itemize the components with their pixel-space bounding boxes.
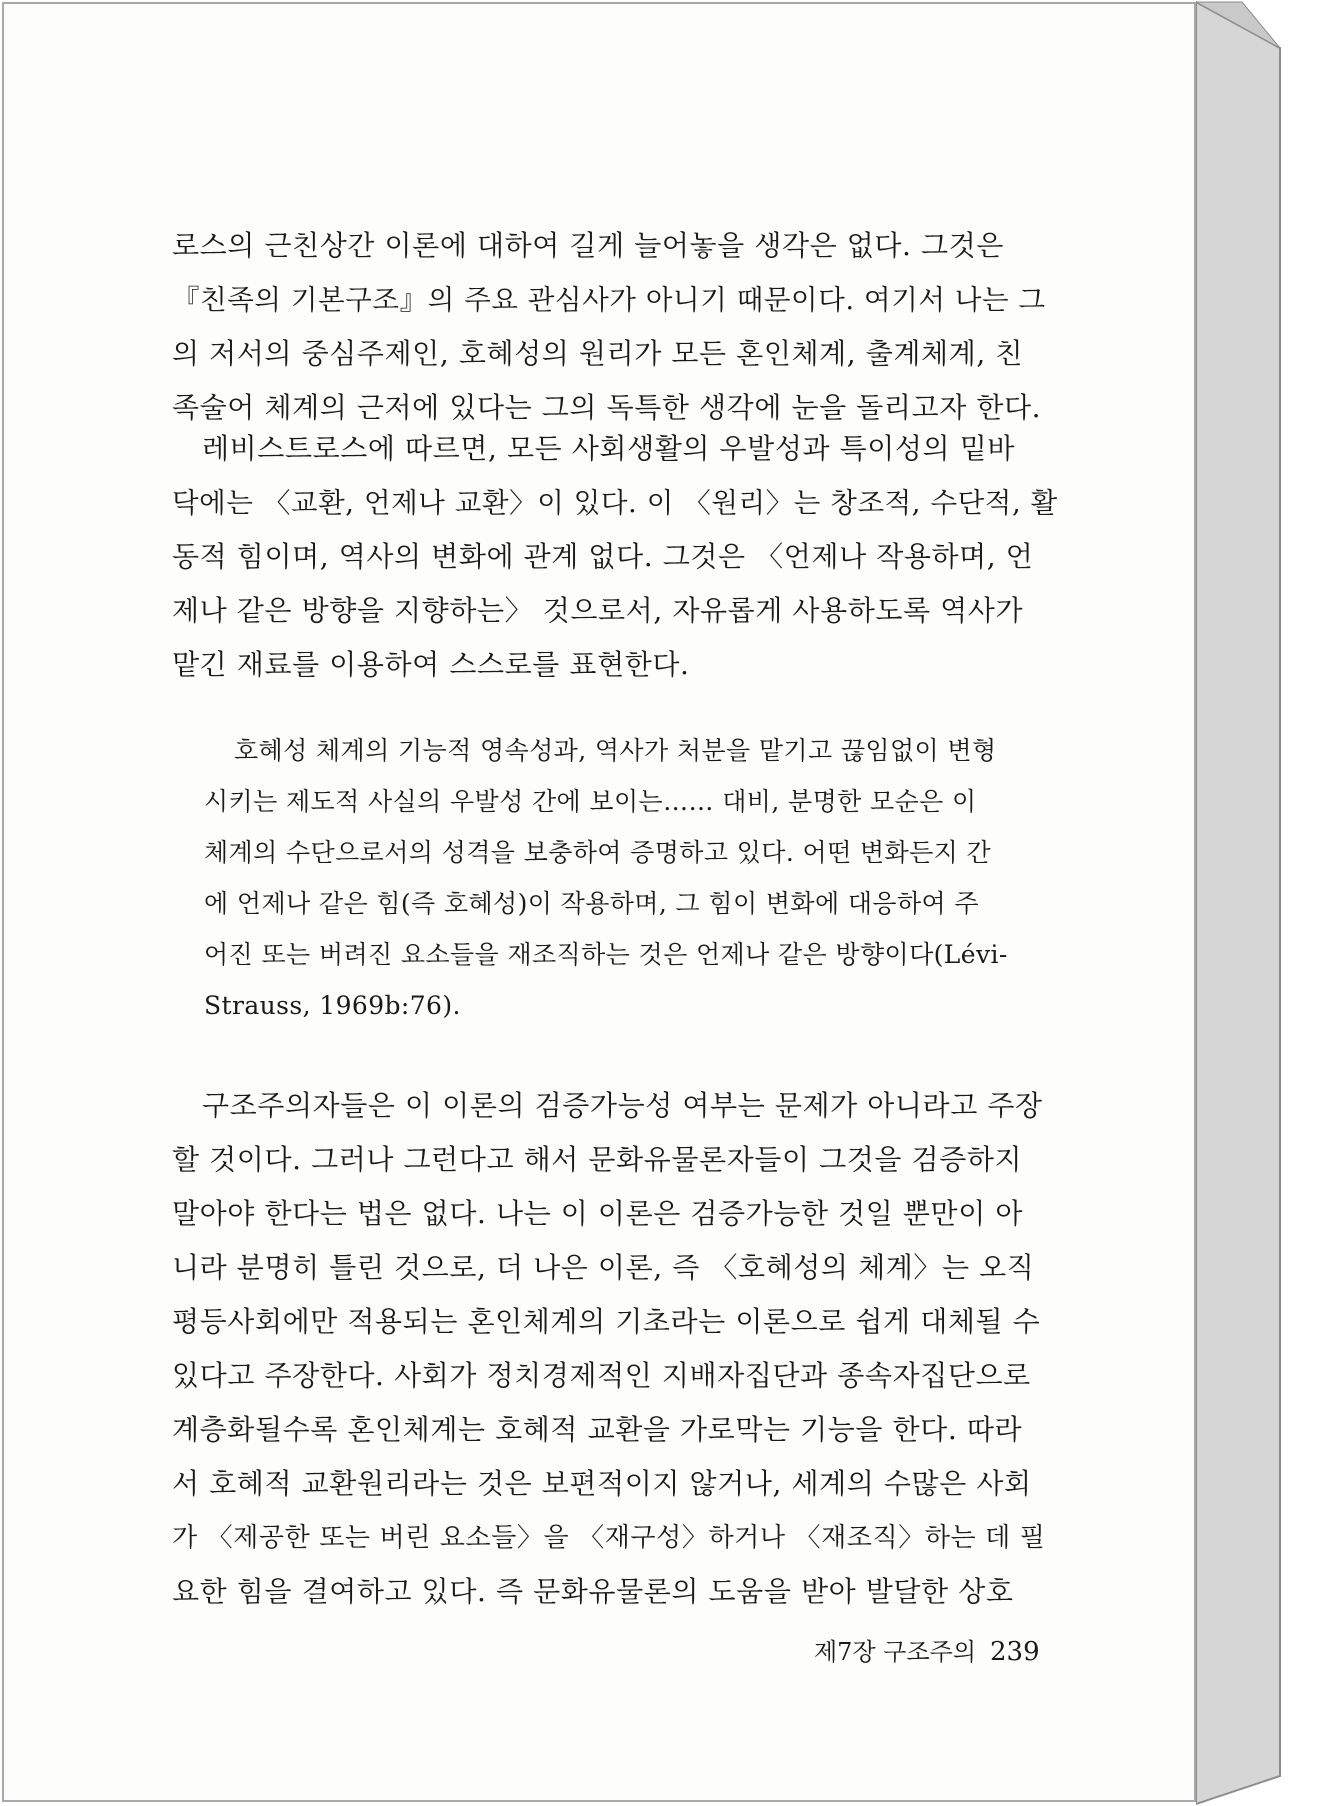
text-line: 니라 분명히 틀린 것으로, 더 나은 이론, 즉 〈호혜성의 체계〉는 오직: [172, 1251, 1035, 1284]
text-line: 로스의 근친상간 이론에 대하여 길게 늘어놓을 생각은 없다. 그것은: [172, 229, 1005, 262]
text-line: 말아야 한다는 법은 없다. 나는 이 이론은 검증가능한 것일 뿐만이 아: [172, 1197, 1024, 1230]
text-line: 서 호혜적 교환원리라는 것은 보편적이지 않거나, 세계의 수많은 사회: [172, 1467, 1032, 1500]
text-line: 계층화될수록 혼인체계는 호혜적 교환을 가로막는 기능을 한다. 따라: [172, 1413, 1023, 1446]
quote-line: 에 언제나 같은 힘(즉 호혜성)이 작용하며, 그 힘이 변화에 대응하여 주: [204, 889, 979, 918]
text-line: 동적 힘이며, 역사의 변화에 관계 없다. 그것은 〈언제나 작용하며, 언: [172, 540, 1034, 573]
quote-line: 체계의 수단으로서의 성격을 보충하여 증명하고 있다. 어떤 변화든지 간: [204, 838, 992, 867]
text-line: 닥에는 〈교환, 언제나 교환〉이 있다. 이 〈원리〉는 창조적, 수단적, 활: [172, 487, 1058, 519]
text-line: 있다고 주장한다. 사회가 정치경제적인 지배자집단과 종속자집단으로: [172, 1359, 1031, 1392]
text-line: 가 〈제공한 또는 버린 요소들〉을 〈재구성〉하거나 〈재조직〉하는 데 필: [172, 1523, 1046, 1553]
quote-line: 어진 또는 버려진 요소들을 재조직하는 것은 언제나 같은 방향이다(Lévi-: [204, 940, 1008, 969]
quote-line: Strauss, 1969b:76).: [204, 991, 461, 1020]
text-line: 평등사회에만 적용되는 혼인체계의 기초라는 이론으로 쉽게 대체될 수: [172, 1305, 1041, 1338]
chapter-title: 제7장 구조주의: [814, 1638, 977, 1666]
text-line: 요한 힘을 결여하고 있다. 즉 문화유물론의 도움을 받아 발달한 상호: [172, 1575, 1014, 1608]
text-line: 족술어 체계의 근저에 있다는 그의 독특한 생각에 눈을 돌리고자 한다.: [172, 391, 1042, 424]
text-line: 구조주의자들은 이 이론의 검증가능성 여부는 문제가 아니라고 주장: [202, 1089, 1043, 1122]
book-page: [2, 2, 1196, 1802]
page-number: 239: [990, 1637, 1040, 1667]
text-line: 레비스트로스에 따르면, 모든 사회생활의 우발성과 특이성의 밑바: [202, 432, 1016, 465]
text-line: 제나 같은 방향을 지향하는〉 것으로서, 자유롭게 사용하도록 역사가: [172, 594, 1024, 627]
quote-line: 호혜성 체계의 기능적 영속성과, 역사가 처분을 맡기고 끊임없이 변형: [234, 736, 997, 765]
page-footer: [814, 1632, 1040, 1667]
text-line: 의 저서의 중심주제인, 호혜성의 원리가 모든 혼인체계, 출계체계, 친: [172, 337, 1024, 370]
quote-line: 시키는 제도적 사실의 우발성 간에 보이는…… 대비, 분명한 모순은 이: [204, 787, 977, 816]
text-line: 할 것이다. 그러나 그런다고 해서 문화유물론자들이 그것을 검증하지: [172, 1143, 1023, 1176]
text-line: 맡긴 재료를 이용하여 스스로를 표현한다.: [172, 648, 690, 681]
text-line: 『친족의 기본구조』의 주요 관심사가 아니기 때문이다. 여기서 나는 그: [172, 284, 1046, 316]
